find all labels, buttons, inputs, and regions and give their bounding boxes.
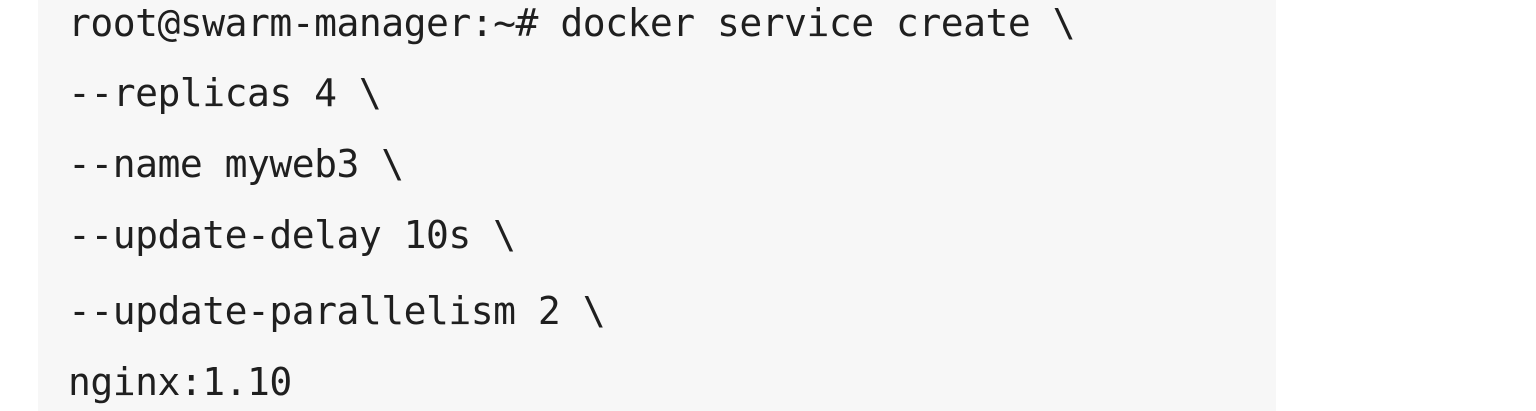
command-line-update-delay: --update-delay 10s \ xyxy=(68,213,516,257)
command-line-prompt: root@swarm-manager:~# docker service create \ xyxy=(68,1,1076,45)
command-line-replicas: --replicas 4 \ xyxy=(68,71,382,115)
command-line-update-parallelism: --update-parallelism 2 \ xyxy=(68,289,606,333)
command-line-name: --name myweb3 \ xyxy=(68,142,404,186)
terminal-code-block xyxy=(38,0,1276,411)
command-line-image: nginx:1.10 xyxy=(68,360,292,404)
